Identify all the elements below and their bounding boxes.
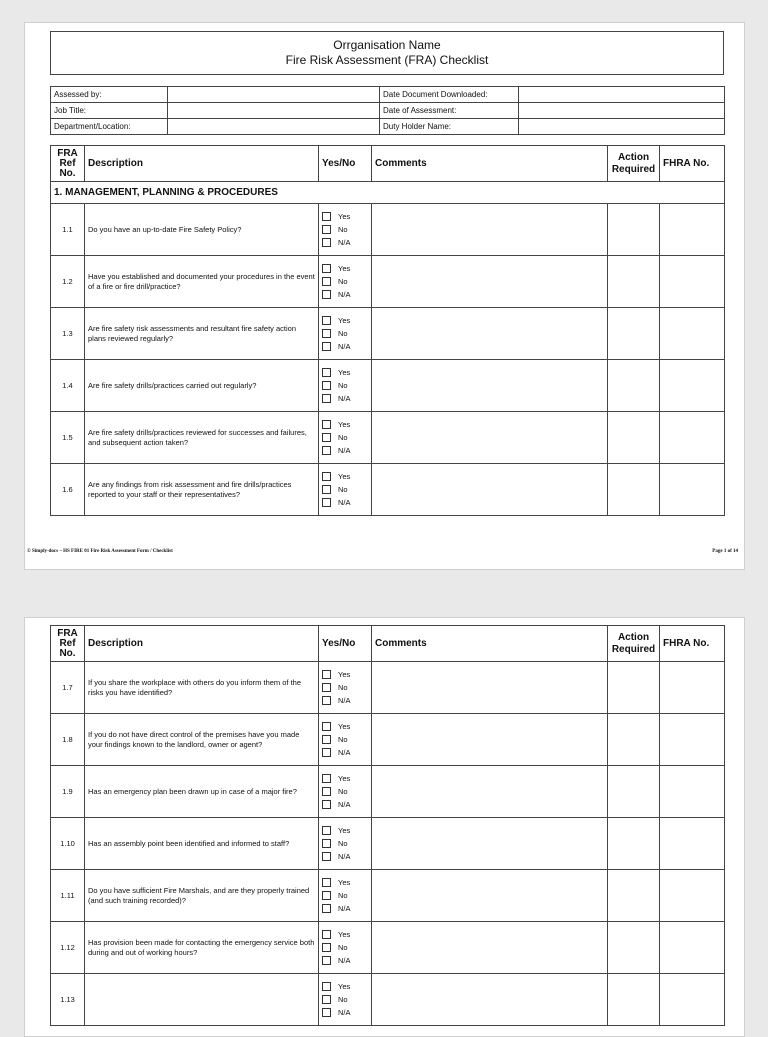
col-yes-no: Yes/No [319,626,372,662]
ref-number: 1.13 [51,974,85,1026]
ref-number: 1.6 [51,464,85,516]
document-page-1 [24,22,745,570]
option-yes[interactable]: Yes [322,981,368,992]
checkbox-icon[interactable] [322,1008,331,1017]
checklist-row [51,464,725,516]
fhra-no-cell[interactable] [660,464,725,516]
date-downloaded-label: Date Document Downloaded: [380,87,519,103]
option-yes[interactable]: Yes [322,773,368,784]
yes-no-options [319,818,372,870]
checkbox-icon[interactable] [322,878,331,887]
ref-number: 1.4 [51,360,85,412]
option-no[interactable]: No [322,994,368,1005]
yes-no-options [319,922,372,974]
duty-holder-field[interactable] [519,119,725,135]
ref-number: 1.9 [51,766,85,818]
ref-number: 1.1 [51,204,85,256]
assessed-by-field[interactable] [168,87,380,103]
question-text: Have you established and documented your procedures in the event of a fire or fire drill/practice? [85,256,319,308]
yes-no-options [319,412,372,464]
action-required-cell[interactable] [608,464,660,516]
option-yes[interactable]: Yes [322,669,368,680]
question-text: Are any findings from risk assessment and fire drills/practices reported to your staff or their representatives? [85,464,319,516]
checkbox-icon[interactable] [322,826,331,835]
checklist-row [51,922,725,974]
ref-number: 1.12 [51,922,85,974]
option-yes[interactable]: Yes [322,825,368,836]
ref-number: 1.7 [51,662,85,714]
action-required-cell[interactable] [608,360,660,412]
checklist-table-page-1 [50,145,725,516]
checkbox-icon[interactable] [322,381,331,390]
option-no[interactable]: No [322,838,368,849]
col-action-required: Action Required [608,626,660,662]
checkbox-icon[interactable] [322,290,331,299]
checkbox-icon[interactable] [322,930,331,939]
question-text: Has an assembly point been identified and informed to staff? [85,818,319,870]
option-yes[interactable]: Yes [322,471,368,482]
yes-no-options [319,204,372,256]
yes-no-options [319,308,372,360]
option-no[interactable]: No [322,224,368,235]
comments-cell[interactable] [372,412,608,464]
option-no[interactable]: No [322,890,368,901]
action-required-cell[interactable] [608,870,660,922]
option-no[interactable]: No [322,786,368,797]
question-text: Do you have an up-to-date Fire Safety Policy? [85,204,319,256]
yes-no-options [319,870,372,922]
checklist-row [51,974,725,1026]
question-text: If you share the workplace with others do you inform them of the risks you have identified? [85,662,319,714]
action-required-cell[interactable] [608,818,660,870]
checkbox-icon[interactable] [322,696,331,705]
comments-cell[interactable] [372,256,608,308]
date-assessment-field[interactable] [519,103,725,119]
checklist-row [51,818,725,870]
fhra-no-cell[interactable] [660,204,725,256]
option-na[interactable]: N/A [322,237,368,248]
checkbox-icon[interactable] [322,800,331,809]
fhra-no-cell[interactable] [660,922,725,974]
col-description: Description [85,146,319,182]
department-label: Department/Location: [51,119,168,135]
footer-copyright: © Simply-docs – HS FIRE 01 Fire Risk Assessment Form / Checklist [27,549,173,554]
col-fhra-no: FHRA No. [660,626,725,662]
fhra-no-cell[interactable] [660,818,725,870]
yes-no-options [319,256,372,308]
col-comments: Comments [372,626,608,662]
checklist-table-page-2 [50,625,725,1026]
comments-cell[interactable] [372,662,608,714]
fhra-no-cell[interactable] [660,714,725,766]
option-na[interactable]: N/A [322,1007,368,1018]
checkbox-icon[interactable] [322,982,331,991]
checklist-row [51,714,725,766]
checkbox-icon[interactable] [322,446,331,455]
option-no[interactable]: No [322,432,368,443]
col-description: Description [85,626,319,662]
option-na[interactable]: N/A [322,445,368,456]
checkbox-icon[interactable] [322,225,331,234]
col-fra-ref: FRA Ref No. [51,626,85,662]
checkbox-icon[interactable] [322,342,331,351]
checkbox-icon[interactable] [322,722,331,731]
fhra-no-cell[interactable] [660,412,725,464]
option-yes[interactable]: Yes [322,419,368,430]
fhra-no-cell[interactable] [660,766,725,818]
comments-cell[interactable] [372,870,608,922]
job-title-label: Job Title: [51,103,168,119]
checkbox-icon[interactable] [322,368,331,377]
checkbox-icon[interactable] [322,787,331,796]
ref-number: 1.11 [51,870,85,922]
option-no[interactable]: No [322,682,368,693]
action-required-cell[interactable] [608,974,660,1026]
title-box [50,31,724,75]
option-no[interactable]: No [322,942,368,953]
question-text: If you do not have direct control of the premises have you made your findings known to the landlord, owner or agent? [85,714,319,766]
checkbox-icon[interactable] [322,852,331,861]
column-header-row [51,626,725,662]
action-required-cell[interactable] [608,766,660,818]
checkbox-icon[interactable] [322,748,331,757]
option-na[interactable]: N/A [322,747,368,758]
action-required-cell[interactable] [608,412,660,464]
checkbox-icon[interactable] [322,891,331,900]
yes-no-options [319,464,372,516]
fhra-no-cell[interactable] [660,974,725,1026]
duty-holder-label: Duty Holder Name: [380,119,519,135]
option-no[interactable]: No [322,484,368,495]
option-na[interactable]: N/A [322,393,368,404]
checklist-row [51,256,725,308]
checkbox-icon[interactable] [322,433,331,442]
question-text: Are fire safety drills/practices carried out regularly? [85,360,319,412]
col-fra-ref: FRA Ref No. [51,146,85,182]
yes-no-options [319,714,372,766]
checkbox-icon[interactable] [322,264,331,273]
yes-no-options [319,766,372,818]
option-na[interactable]: N/A [322,497,368,508]
checklist-row [51,308,725,360]
checklist-row [51,360,725,412]
action-required-cell[interactable] [608,308,660,360]
option-no[interactable]: No [322,734,368,745]
assessment-info-table [50,86,725,135]
checkbox-icon[interactable] [322,277,331,286]
fhra-no-cell[interactable] [660,308,725,360]
yes-no-options [319,360,372,412]
ref-number: 1.8 [51,714,85,766]
col-yes-no: Yes/No [319,146,372,182]
checkbox-icon[interactable] [322,839,331,848]
checkbox-icon[interactable] [322,329,331,338]
fhra-no-cell[interactable] [660,360,725,412]
question-text: Are fire safety risk assessments and resultant fire safety action plans reviewed regularly? [85,308,319,360]
option-na[interactable]: N/A [322,695,368,706]
yes-no-options [319,662,372,714]
organisation-name: Orrganisation Name [333,38,441,52]
option-yes[interactable]: Yes [322,263,368,274]
comments-cell[interactable] [372,204,608,256]
option-yes[interactable]: Yes [322,721,368,732]
ref-number: 1.5 [51,412,85,464]
action-required-cell[interactable] [608,256,660,308]
department-field[interactable] [168,119,380,135]
col-fhra-no: FHRA No. [660,146,725,182]
checkbox-icon[interactable] [322,774,331,783]
question-text: Has provision been made for contacting the emergency service both during and out of working hours? [85,922,319,974]
checklist-row [51,870,725,922]
comments-cell[interactable] [372,818,608,870]
comments-cell[interactable] [372,360,608,412]
checklist-row [51,662,725,714]
checkbox-icon[interactable] [322,212,331,221]
option-na[interactable]: N/A [322,851,368,862]
comments-cell[interactable] [372,974,608,1026]
option-no[interactable]: No [322,380,368,391]
ref-number: 1.10 [51,818,85,870]
option-yes[interactable]: Yes [322,929,368,940]
option-yes[interactable]: Yes [322,367,368,378]
action-required-cell[interactable] [608,714,660,766]
document-title: Fire Risk Assessment (FRA) Checklist [285,53,489,67]
question-text: Has an emergency plan been drawn up in case of a major fire? [85,766,319,818]
question-text [85,974,319,1026]
checkbox-icon[interactable] [322,472,331,481]
option-yes[interactable]: Yes [322,877,368,888]
col-comments: Comments [372,146,608,182]
fhra-no-cell[interactable] [660,662,725,714]
question-text: Do you have sufficient Fire Marshals, and are they properly trained (and such training recorded)? [85,870,319,922]
option-na[interactable]: N/A [322,799,368,810]
option-no[interactable]: No [322,276,368,287]
checkbox-icon[interactable] [322,316,331,325]
ref-number: 1.3 [51,308,85,360]
comments-cell[interactable] [372,308,608,360]
checkbox-icon[interactable] [322,943,331,952]
col-action-required: Action Required [608,146,660,182]
comments-cell[interactable] [372,922,608,974]
checkbox-icon[interactable] [322,394,331,403]
checkbox-icon[interactable] [322,238,331,247]
checkbox-icon[interactable] [322,670,331,679]
checkbox-icon[interactable] [322,956,331,965]
assessed-by-label: Assessed by: [51,87,168,103]
checkbox-icon[interactable] [322,420,331,429]
checkbox-icon[interactable] [322,904,331,913]
checkbox-icon[interactable] [322,735,331,744]
option-yes[interactable]: Yes [322,211,368,222]
action-required-cell[interactable] [608,922,660,974]
fhra-no-cell[interactable] [660,256,725,308]
fhra-no-cell[interactable] [660,870,725,922]
footer-page-number: Page 1 of 14 [712,549,738,554]
checklist-row [51,766,725,818]
checkbox-icon[interactable] [322,498,331,507]
checkbox-icon[interactable] [322,683,331,692]
option-na[interactable]: N/A [322,903,368,914]
yes-no-options [319,974,372,1026]
action-required-cell[interactable] [608,662,660,714]
document-page-2 [24,617,745,1037]
question-text: Are fire safety drills/practices reviewed for successes and failures, and subsequent action taken? [85,412,319,464]
option-no[interactable]: No [322,328,368,339]
action-required-cell[interactable] [608,204,660,256]
column-header-row [51,146,725,182]
option-yes[interactable]: Yes [322,315,368,326]
job-title-field[interactable] [168,103,380,119]
ref-number: 1.2 [51,256,85,308]
comments-cell[interactable] [372,766,608,818]
date-downloaded-field[interactable] [519,87,725,103]
checkbox-icon[interactable] [322,485,331,494]
option-na[interactable]: N/A [322,341,368,352]
checklist-row [51,204,725,256]
checklist-row [51,412,725,464]
date-assessment-label: Date of Assessment: [380,103,519,119]
option-na[interactable]: N/A [322,955,368,966]
section-heading: 1. MANAGEMENT, PLANNING & PROCEDURES [51,182,725,204]
option-na[interactable]: N/A [322,289,368,300]
comments-cell[interactable] [372,714,608,766]
comments-cell[interactable] [372,464,608,516]
checkbox-icon[interactable] [322,995,331,1004]
